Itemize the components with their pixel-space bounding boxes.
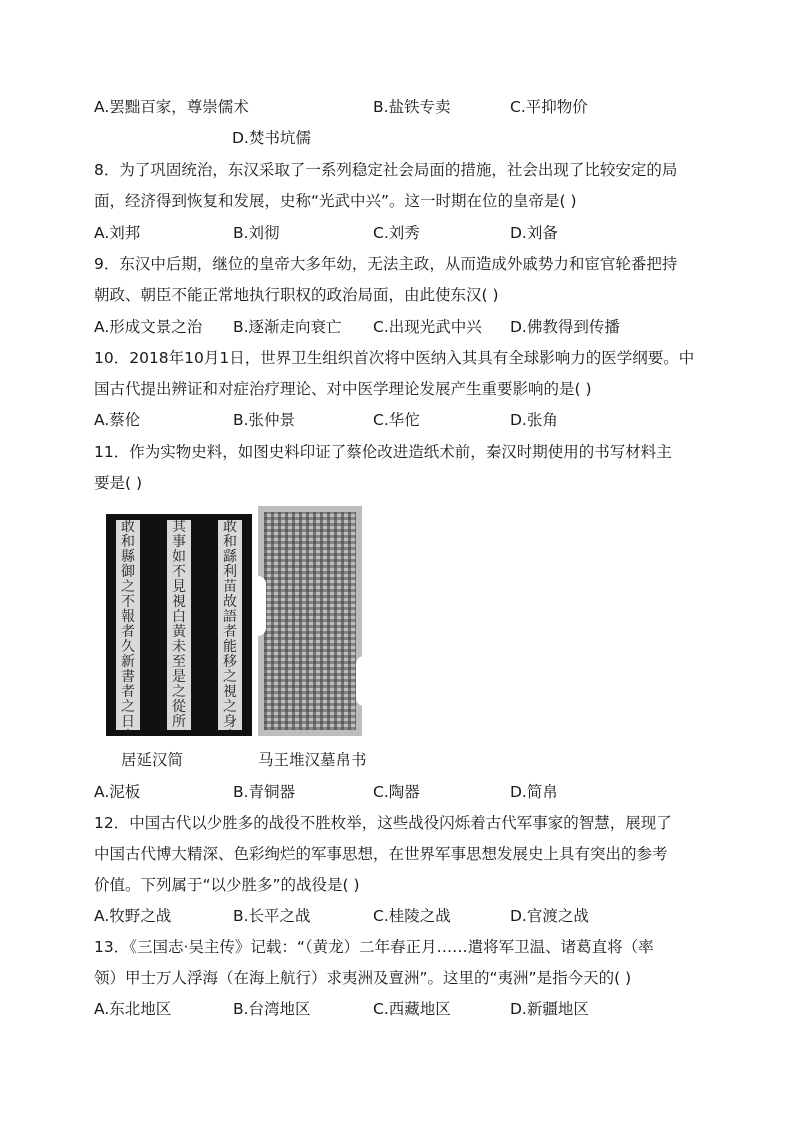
q8-option-a: A.刘邦 (94, 224, 141, 242)
q7-option-c: C.平抑物价 (510, 98, 588, 116)
q13-option-b: B.台湾地区 (233, 1000, 311, 1018)
q7-option-b: B.盐铁专卖 (373, 98, 451, 116)
q13-option-a: A.东北地区 (94, 1000, 172, 1018)
q9-stem-line1: 9．东汉中后期，继位的皇帝大多年幼，无法主政，从而造成外戚势力和宦官轮番把持 (94, 255, 678, 273)
q13-stem-line2: 领）甲士万人浮海（在海上航行）求夷洲及亶洲”。这里的“夷洲”是指今天的( ) (94, 969, 632, 987)
q9-stem-line2: 朝政、朝臣不能正常地执行职权的政治局面，由此使东汉( ) (94, 286, 499, 304)
q8-stem-line2: 面，经济得到恢复和发展，史称“光武中兴”。这一时期在位的皇帝是( ) (94, 192, 577, 210)
q8-option-d: D.刘备 (510, 224, 558, 242)
q13-stem-line1: 13．《三国志·吴主传》记载：“（黄龙）二年春正月……遣将军卫温、诸葛直将（率 (94, 938, 654, 956)
mawangdui-silk-manuscript-image (258, 506, 362, 736)
caption-juyan-slips: 居延汉简 (121, 751, 184, 769)
q12-option-b: B.长平之战 (233, 907, 311, 925)
bamboo-slip: 其 事 如 不 見 視 白 黃 未 至 是 之 從 所 (167, 520, 191, 730)
bamboo-slip: 敢 和 繇 利 苗 故 語 者 能 移 之 視 之 身 (218, 520, 242, 730)
q8-stem-line1: 8．为了巩固统治，东汉采取了一系列稳定社会局面的措施，社会出现了比较安定的局 (94, 161, 678, 179)
q12-stem-line2: 中国古代博大精深、色彩绚烂的军事思想，在世界军事思想发展史上具有突出的参考 (94, 845, 668, 863)
q11-stem-line2: 要是( ) (94, 474, 143, 492)
q9-option-a: A.形成文景之治 (94, 318, 203, 336)
q12-option-d: D.官渡之战 (510, 907, 589, 925)
q8-option-b: B.刘彻 (233, 224, 280, 242)
q12-option-a: A.牧野之战 (94, 907, 172, 925)
q9-option-d: D.佛教得到传播 (510, 318, 620, 336)
q7-option-d: D.焚书坑儒 (232, 129, 311, 147)
q12-option-c: C.桂陵之战 (373, 907, 451, 925)
q11-option-b: B.青铜器 (233, 783, 296, 801)
q10-stem-line1: 10．2018年10月1日，世界卫生组织首次将中医纳入其具有全球影响力的医学纲要。中 (94, 349, 695, 367)
q11-option-c: C.陶器 (373, 783, 420, 801)
q10-option-a: A.蔡伦 (94, 411, 141, 429)
q9-option-b: B.逐渐走向衰亡 (233, 318, 342, 336)
q9-option-c: C.出现光武中兴 (373, 318, 482, 336)
bamboo-slip: 敢 和 縣 御 之 不 報 者 久 新 書 者 之 日 (116, 520, 140, 730)
q12-stem-line3: 价值。下列属于“以少胜多”的战役是( ) (94, 876, 360, 894)
q10-option-b: B.张仲景 (233, 411, 296, 429)
q10-option-c: C.华佗 (373, 411, 420, 429)
q10-stem-line2: 国古代提出辨证和对症治疗理论、对中医学理论发展产生重要影响的是( ) (94, 380, 592, 398)
q11-option-a: A.泥板 (94, 783, 141, 801)
q8-option-c: C.刘秀 (373, 224, 420, 242)
q11-figure (106, 506, 362, 736)
juyan-bamboo-slips-image (106, 514, 252, 736)
q10-option-d: D.张角 (510, 411, 558, 429)
q11-stem-line1: 11．作为实物史料，如图史料印证了蔡伦改进造纸术前，秦汉时期使用的书写材料主 (94, 443, 672, 461)
q13-option-d: D.新疆地区 (510, 1000, 589, 1018)
q11-option-d: D.简帛 (510, 783, 558, 801)
q12-stem-line1: 12．中国古代以少胜多的战役不胜枚举，这些战役闪烁着古代军事家的智慧，展现了 (94, 814, 672, 832)
caption-mawangdui-silk: 马王堆汉墓帛书 (258, 751, 367, 769)
q7-option-a: A.罢黜百家，尊崇儒术 (94, 98, 249, 116)
q13-option-c: C.西藏地区 (373, 1000, 451, 1018)
